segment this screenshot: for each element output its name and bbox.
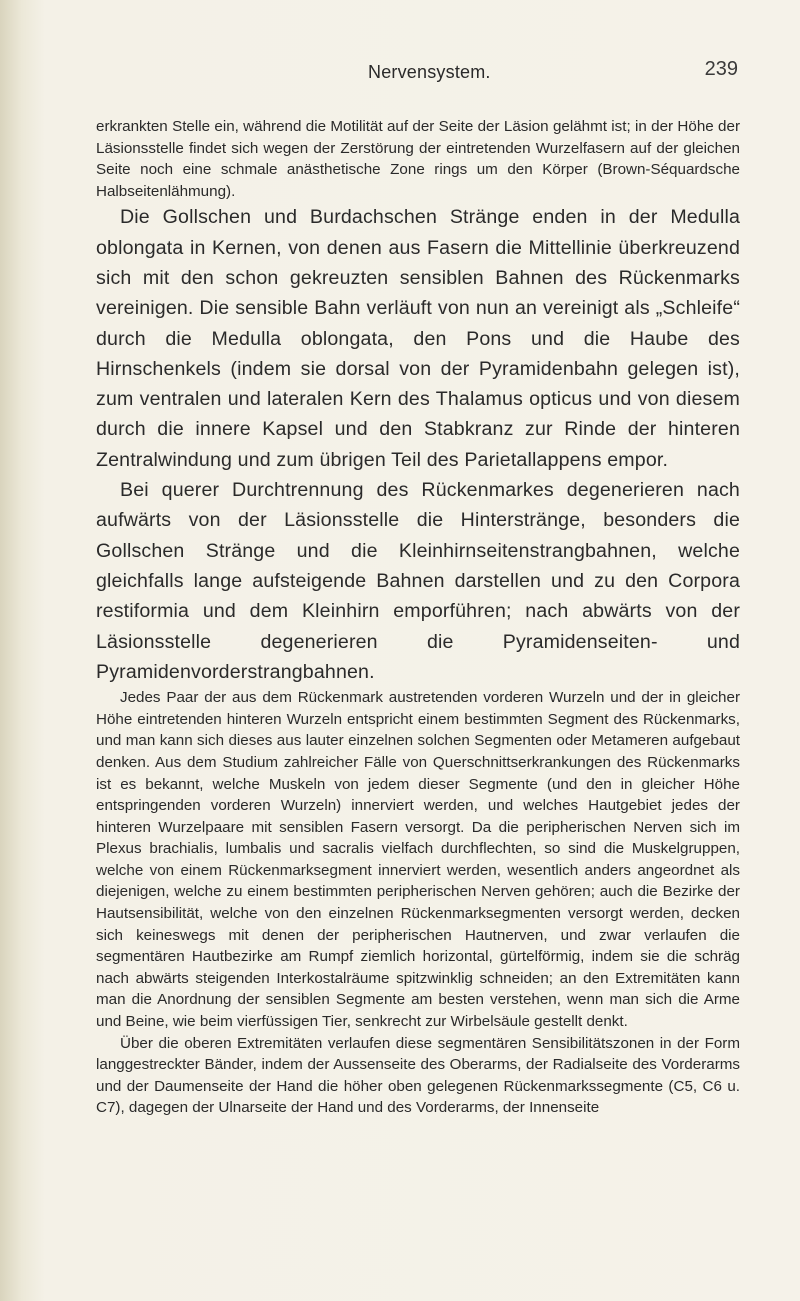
paragraph-upper-extremities: Über die oberen Extremitäten verlaufen diese segmentären Sensibilitätszonen in der Form langgestreckter Bänder, indem der Aussenseite des Oberarms, der Radialseite des Vorderarms und der Daumenseite der Hand die höher oben gelegenen Rückenmarkssegmente (C5, C6 u. C7), dagegen der Ulnarseite der Hand und des Vorderarms, der Innenseite <box>96 1034 740 1117</box>
paragraph-goll-burdach: Die Gollschen und Burdachschen Stränge enden in der Medulla oblongata in Kernen, von denen aus Fasern die Mittellinie überkreuzend sich mit den schon gekreuzten sensiblen Bahnen des Rückenmarks vereinigen. Die sensible Bahn verläuft von nun an vereinigt als „Schleife“ durch die Medulla oblongata, den Pons und die Haube des Hirnschenkels (indem sie dorsal von der Pyramidenbahn gelegen ist), zum ventralen und lateralen Kern des Thalamus opticus und von diesem durch die innere Kapsel und den Stabkranz zur Rinde der hinteren Zentralwindung und zum übrigen Teil des Parietallappens empor. <box>96 206 740 471</box>
paragraph-degeneration: Bei querer Durchtrennung des Rückenmarkes degenerieren nach aufwärts von der Läsionsstelle die Hinterstränge, besonders die Gollschen Stränge und die Kleinhirnseitenstrangbahnen, welche gleichfalls lange aufsteigende Bahnen darstellen und zu den Corpora restiformia und dem Kleinhirn emporführen; nach abwärts von der Läsionsstelle degenerieren die Pyramidenseiten- und Pyramidenvorderstrangbahnen. <box>96 479 740 683</box>
page-header <box>96 58 738 88</box>
page-number: 239 <box>704 58 738 80</box>
body-text <box>96 116 740 1119</box>
running-head: Nervensystem. <box>368 62 491 82</box>
paragraph-segments: Jedes Paar der aus dem Rückenmark austretenden vorderen Wurzeln und der in gleicher Höhe eintretenden hinteren Wurzeln entspricht einem bestimmten Segment des Rückenmarks, und man kann sich dieses aus lauter einzelnen solchen Segmenten oder Metameren aufgebaut denken. Aus dem Studium zahlreicher Fälle von Querschnittserkrankungen des Rückenmarks ist es bekannt, welche Muskeln von jedem dieser Segmente (und den in gleicher Höhe entspringenden vorderen Wurzeln) innerviert werden, und welches Hautgebiet jedes der hinteren Wurzelpaare mit sensiblen Fasern versorgt. Da die peripherischen Nerven sich im Plexus brachialis, lumbalis und sacralis vielfach durchflechten, so sind die Muskelgruppen, welche von einem Rückenmarksegment innerviert werden, wesentlich anders angeordnet als diejenigen, welche zu einem bestimmten peripherischen Nerven gehören; auch die Bezirke der Hautsensibilität, welche von den einzelnen Rückenmarksegmenten versorgt werden, decken sich keineswegs mit denen der peripherischen Hautnerven, und zwar verlaufen die segmentären Hautbezirke am Rumpf ziemlich horizontal, gürtelförmig, indem sie die schräg nach abwärts steigenden Interkostalräume spitzwinklig schneiden; an den Extremitäten kann man die Anordnung der sensiblen Segmente am besten verstehen, wenn man sich die Arme und Beine, wie beim vierfüssigen Tier, senkrecht zur Wirbelsäule gestellt denkt. <box>96 689 740 1031</box>
paragraph-lesion-continuation: erkrankten Stelle ein, während die Motilität auf der Seite der Läsion gelähmt ist; in der Höhe der Läsionsstelle findet sich wegen der Zerstörung der eintretenden Wurzelfasern auf der gleichen Seite noch eine schmale anästhetische Zone rings um den Körper (Brown-Séquardsche Halbseitenlähmung). <box>96 118 740 200</box>
